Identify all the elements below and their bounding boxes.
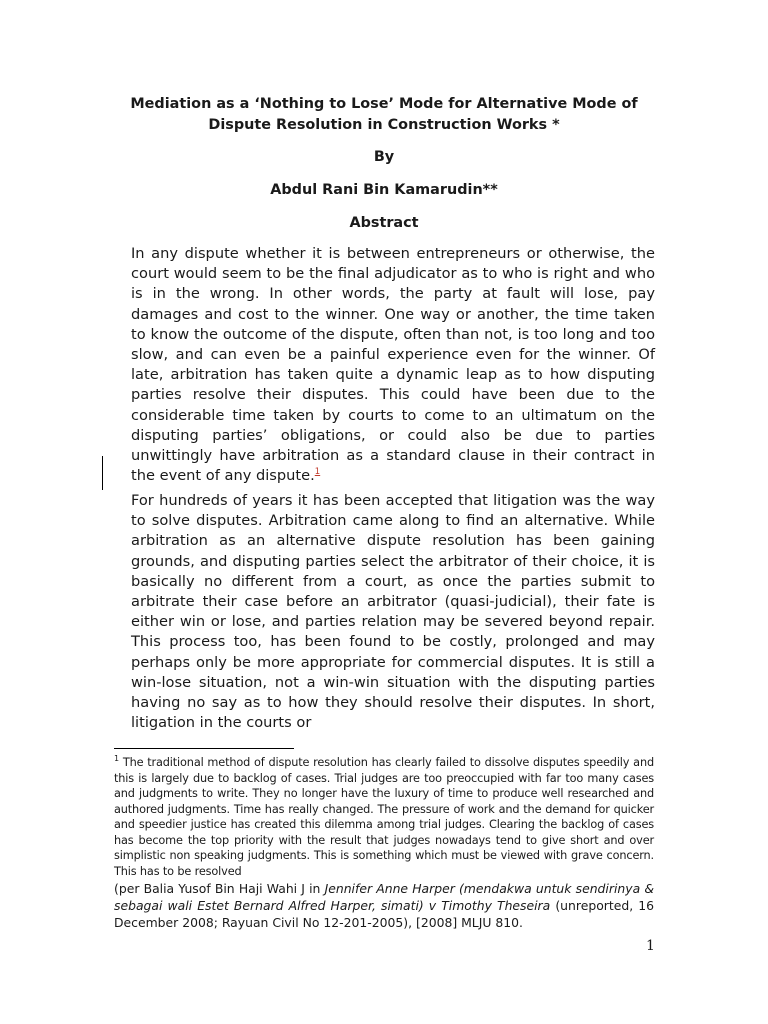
footnote-reference-link[interactable]: 1	[314, 467, 321, 478]
paragraph-1-text: In any dispute whether it is between entrepreneurs or otherwise, the court would seem to be the final adjudicator as to who is right and who is in the wrong. In other words, the party at fault will lose, pay damages and cost to the winner. One way or another, the time taken to know the outcome of the dispute, often than not, is too long and too slow, and can even be a painful experience even for the winner. Of late, arbitration has taken quite a dynamic leap as to how disputing parties resolve their disputes. This could have been due to the considerable time taken by courts to come to an ultimatum on the disputing parties’ obligations, or could also be due to parties unwittingly have arbitration as a standard clause in their contract in the event of any dispute.	[131, 245, 655, 485]
footnote-quote	[114, 755, 654, 879]
title-line-2: Dispute Resolution in Construction Works *	[208, 117, 560, 133]
citation-suffix: (unreported, 16 December 2008; Rayuan Civil No 12-201-2005), [2008] MLJU 810.	[114, 898, 654, 930]
citation-prefix: (per Balia Yusof Bin Haji Wahi J in	[114, 881, 321, 896]
author-name: Abdul Rani Bin Kamarudin**	[270, 182, 498, 198]
footnote-separator	[114, 748, 294, 749]
footnote-mark: 1	[114, 754, 119, 764]
abstract-paragraph-1	[131, 244, 655, 486]
by-line: By	[373, 149, 395, 165]
title-line-1: Mediation as a ‘Nothing to Lose’ Mode for Alternative Mode of	[130, 96, 638, 112]
case-name: Jennifer Anne Harper (mendakwa untuk sendirinya & sebagai wali Estet Bernard Alfred Harper, simati) v Timothy Theseira	[114, 881, 654, 913]
page-number: 1	[646, 938, 655, 954]
abstract-heading: Abstract	[349, 215, 419, 231]
footnote-citation	[114, 880, 654, 931]
text-cursor	[102, 456, 103, 490]
abstract-paragraph-2: For hundreds of years it has been accepted that litigation was the way to solve disputes. Arbitration came along to find an alternative. While arbitration as an alternative dispute resolution has been gaining grounds, and disputing parties select the arbitrator of their choice, it is basically no different from a court, as once the parties submit to arbitrate their case before an arbitrator (quasi-judicial), their fate is either win or lose, and parties relation may be severed beyond repair. This process too, has been found to be costly, prolonged and may perhaps only be more appropriate for commercial disputes. It is still a win-lose situation, not a win-win situation with the disputing parties having no say as to how they should resolve their disputes. In short, litigation in the courts or	[131, 492, 655, 732]
footnote-quote-text: The traditional method of dispute resolution has clearly failed to dissolve disputes speedily and this is largely due to backlog of cases. Trial judges are too preoccupied with far too many cases and judgments to write. They no longer have the luxury of time to produce well researched and authored judgments. Time has really changed. The pressure of work and the demand for quicker and speedier justice has created this dilemma among trial judges. Clearing the backlog of cases has become the top priority with the result that judges nowadays tend to give short and over simplistic non speaking judgments. This is something which must be viewed with grave concern. This has to be resolved	[114, 756, 654, 878]
